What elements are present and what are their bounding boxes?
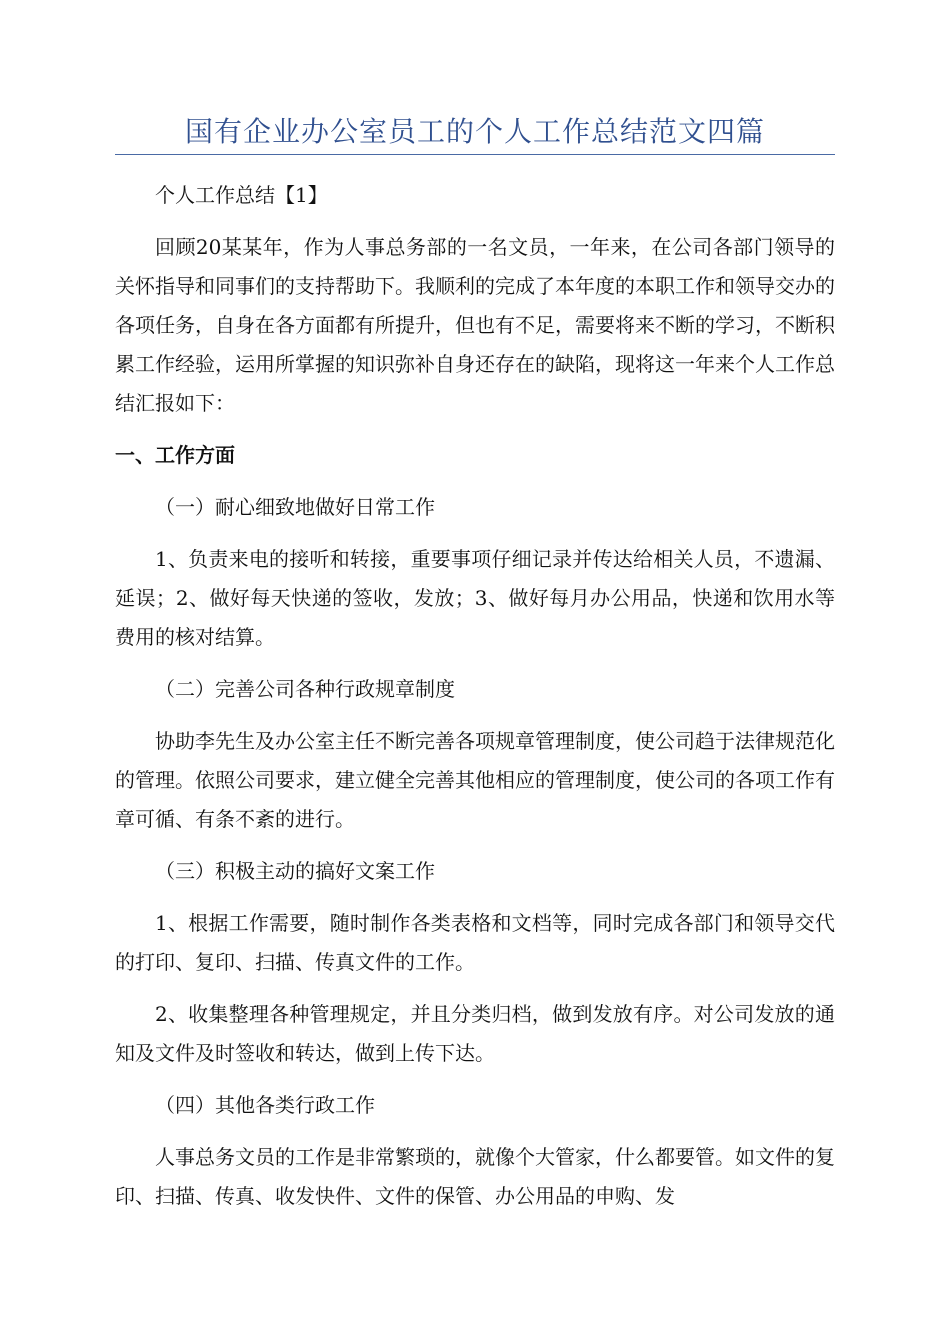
title-underline [115, 154, 835, 155]
paragraph: 1、负责来电的接听和转接，重要事项仔细记录并传达给相关人员，不遗漏、延误；2、做好每天快递的签收，发放；3、做好每月办公用品，快递和饮用水等费用的核对结算。 [115, 547, 835, 649]
document-title: 国有企业办公室员工的个人工作总结范文四篇 [184, 115, 765, 148]
document-body [115, 176, 835, 1229]
paragraph: 回顾20某某年，作为人事总务部的一名文员，一年来，在公司各部门领导的关怀指导和同事们的支持帮助下。我顺利的完成了本年度的本职工作和领导交办的各项任务，自身在各方面都有所提升，但也有不足，需要将来不断的学习，不断积累工作经验，运用所掌握的知识弥补自身还存在的缺陷，现将这一年来个人工作总结汇报如下： [115, 235, 835, 415]
paragraph: 1、根据工作需要，随时制作各类表格和文档等，同时完成各部门和领导交代的打印、复印、扫描、传真文件的工作。 [115, 911, 835, 974]
section-label: 个人工作总结【1】 [155, 183, 328, 207]
paragraph: 人事总务文员的工作是非常繁琐的，就像个大管家，什么都要管。如文件的复印、扫描、传真、收发快件、文件的保管、办公用品的申购、发 [115, 1145, 835, 1208]
subheading: （三）积极主动的搞好文案工作 [155, 859, 435, 883]
paragraph: 协助李先生及办公室主任不断完善各项规章管理制度，使公司趋于法律规范化的管理。依照公司要求，建立健全完善其他相应的管理制度，使公司的各项工作有章可循、有条不紊的进行。 [115, 729, 835, 831]
subheading: （一）耐心细致地做好日常工作 [155, 495, 435, 519]
subheading: （四）其他各类行政工作 [155, 1093, 375, 1117]
paragraph: 2、收集整理各种管理规定，并且分类归档，做到发放有序。对公司发放的通知及文件及时签收和转达，做到上传下达。 [115, 1002, 835, 1065]
section-heading: 一、工作方面 [115, 443, 235, 467]
subheading: （二）完善公司各种行政规章制度 [155, 677, 455, 701]
